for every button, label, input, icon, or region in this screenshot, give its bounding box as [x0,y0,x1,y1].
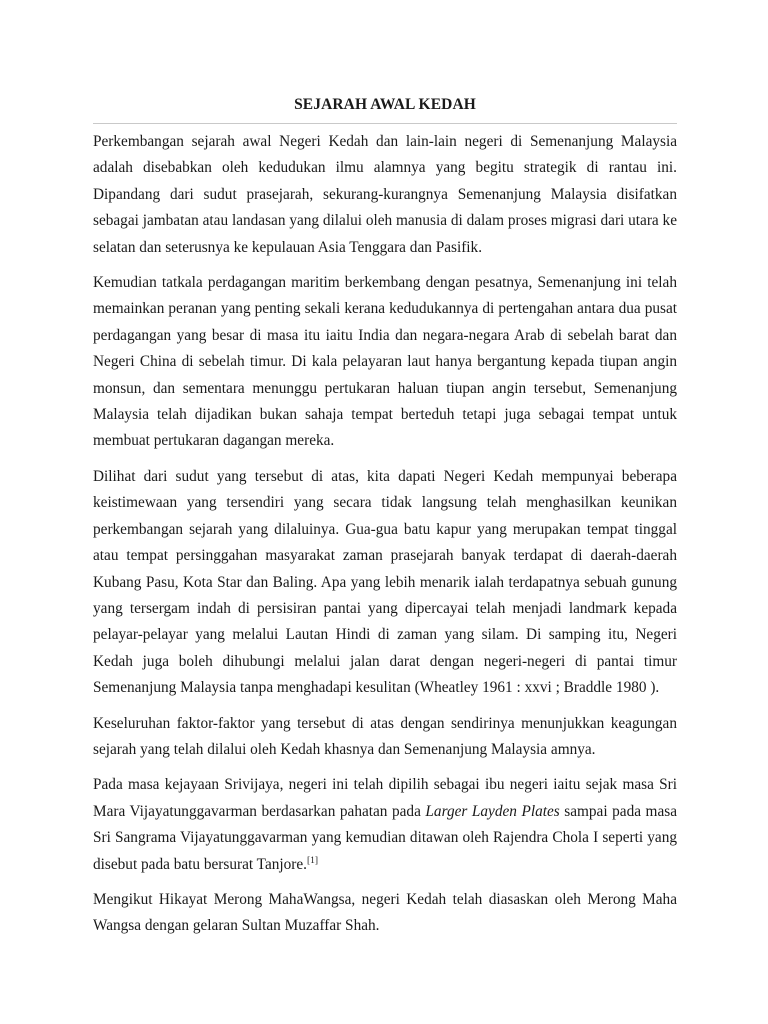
paragraph-5 [93,772,677,878]
document-title: SEJARAH AWAL KEDAH [93,96,677,124]
larger-layden-plates-term: Larger Layden Plates [425,802,560,820]
document-page [93,96,677,949]
paragraph-6: Mengikut Hikayat Merong MahaWangsa, negeri Kedah telah diasaskan oleh Merong Maha Wangsa dengan gelaran Sultan Muzaffar Shah. [93,890,677,935]
paragraph-5-text-b: sampai pada masa Sri Sangrama Vijayatunggavarman yang kemudian ditawan oleh Rajendra Chola I seperti yang disebut pada batu bersurat Tanjore. [93,802,677,873]
paragraph-5-text-a: Pada masa kejayaan Srivijaya, negeri ini telah dipilih sebagai ibu negeri iaitu sejak masa Sri Mara Vijayatunggavarman berdasarkan pahatan pada [93,776,677,820]
footnote-reference-link[interactable]: [1] [307,855,319,866]
paragraph-4: Keseluruhan faktor-faktor yang tersebut di atas dengan sendirinya menunjukkan keagungan sejarah yang telah dilalui oleh Kedah khasnya dan Semenanjung Malaysia amnya. [93,714,677,758]
paragraph-3: Dilihat dari sudut yang tersebut di atas, kita dapati Negeri Kedah mempunyai beberapa keistimewaan yang tersendiri yang secara tidak langsung telah menghasilkan keunikan perkembangan sejarah yang dilaluinya. Gua-gua batu kapur yang merupakan tempat tinggal atau tempat persinggahan masyarakat zaman prasejarah banyak terdapat di daerah-daerah Kubang Pasu, Kota Star dan Baling. Apa yang lebih menarik ialah terdapatnya sebuah gunung yang tersergam indah di persisiran pantai yang dipercayai telah menjadi landmark kepada pelayar-pelayar yang melalui Lautan Hindi di zaman yang silam. Di samping itu, Negeri Kedah juga boleh dihubungi melalui jalan darat dengan negeri-negeri di pantai timur Semenanjung Malaysia tanpa menghadapi kesulitan (Wheatley 1961 : xxvi ; Braddle 1980 ). [93,467,677,697]
paragraph-1: Perkembangan sejarah awal Negeri Kedah dan lain-lain negeri di Semenanjung Malaysia adalah disebabkan oleh kedudukan ilmu alamnya yang begitu strategik di rantau ini. Dipandang dari sudut prasejarah, sekurang-kurangnya Semenanjung Malaysia disifatkan sebagai jambatan atau landasan yang dilalui oleh manusia di dalam proses migrasi dari utara ke selatan dan seterusnya ke kepulauan Asia Tenggara dan Pasifik. [93,133,677,256]
paragraph-2: Kemudian tatkala perdagangan maritim berkembang dengan pesatnya, Semenanjung ini telah memainkan peranan yang penting sekali kerana kedudukannya di pertengahan antara dua pusat perdagangan yang besar di masa itu iaitu India dan negara-negara Arab di sebelah barat dan Negeri China di sebelah timur. Di kala pelayaran laut hanya bergantung kepada tiupan angin monsun, dan sementara menunggu pertukaran haluan tiupan angin tersebut, Semenanjung Malaysia telah dijadikan bukan sahaja tempat berteduh tetapi juga sebagai tempat untuk membuat pertukaran dagangan mereka. [93,274,677,450]
